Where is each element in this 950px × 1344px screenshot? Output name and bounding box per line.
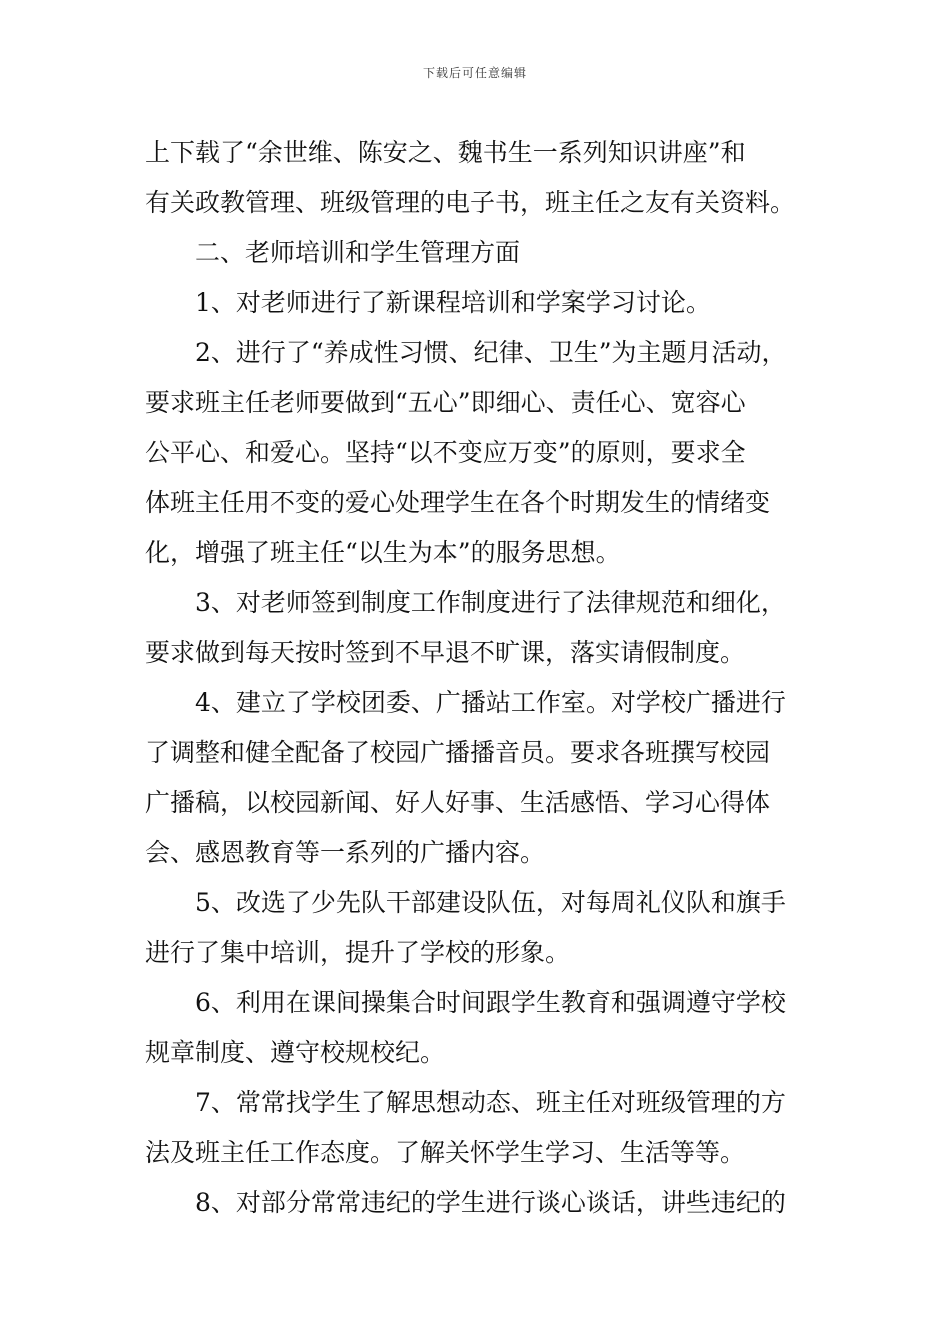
list-item-7: 7、常常找学生了解思想动态、班主任对班级管理的方 (195, 1088, 786, 1117)
text-line: 规章制度、遵守校规校纪。 (145, 1038, 446, 1067)
text-line: 公平心、和爱心。坚持“以不变应万变”的原则，要求全 (145, 438, 746, 467)
text-line: 要求做到每天按时签到不早退不旷课，落实请假制度。 (145, 638, 746, 667)
text-line: 会、感恩教育等一系列的广播内容。 (145, 838, 546, 867)
text-line: 广播稿，以校园新闻、好人好事、生活感悟、学习心得体 (145, 788, 771, 817)
text-line: 进行了集中培训，提升了学校的形象。 (145, 938, 571, 967)
list-item-3: 3、对老师签到制度工作制度进行了法律规范和细化， (195, 588, 786, 617)
list-item-6: 6、利用在课间操集合时间跟学生教育和强调遵守学校 (195, 988, 786, 1017)
list-item-5: 5、改选了少先队干部建设队伍，对每周礼仪队和旗手 (195, 888, 786, 917)
document-body (145, 128, 811, 1228)
text-line: 体班主任用不变的爱心处理学生在各个时期发生的情绪变 (145, 488, 771, 517)
text-line: 上下载了“余世维、陈安之、魏书生一系列知识讲座”和 (145, 138, 746, 167)
text-line: 要求班主任老师要做到“五心”即细心、责任心、宽容心 (145, 388, 746, 417)
section-heading: 二、老师培训和学生管理方面 (195, 238, 521, 267)
text-line: 化，增强了班主任“以生为本”的服务思想。 (145, 538, 621, 567)
text-line: 有关政教管理、班级管理的电子书，班主任之友有关资料。 (145, 188, 796, 217)
list-item-4: 4、建立了学校团委、广播站工作室。对学校广播进行 (195, 688, 786, 717)
text-line: 法及班主任工作态度。了解关怀学生学习、生活等等。 (145, 1138, 746, 1167)
list-item-8: 8、对部分常常违纪的学生进行谈心谈话，讲些违纪的 (195, 1188, 786, 1217)
list-item-1: 1、对老师进行了新课程培训和学案学习讨论。 (195, 288, 711, 317)
page-header-note: 下载后可任意编辑 (422, 66, 527, 80)
list-item-2: 2、进行了“养成性习惯、纪律、卫生”为主题月活动， (195, 338, 787, 367)
text-line: 了调整和健全配备了校园广播播音员。要求各班撰写校园 (145, 738, 771, 767)
